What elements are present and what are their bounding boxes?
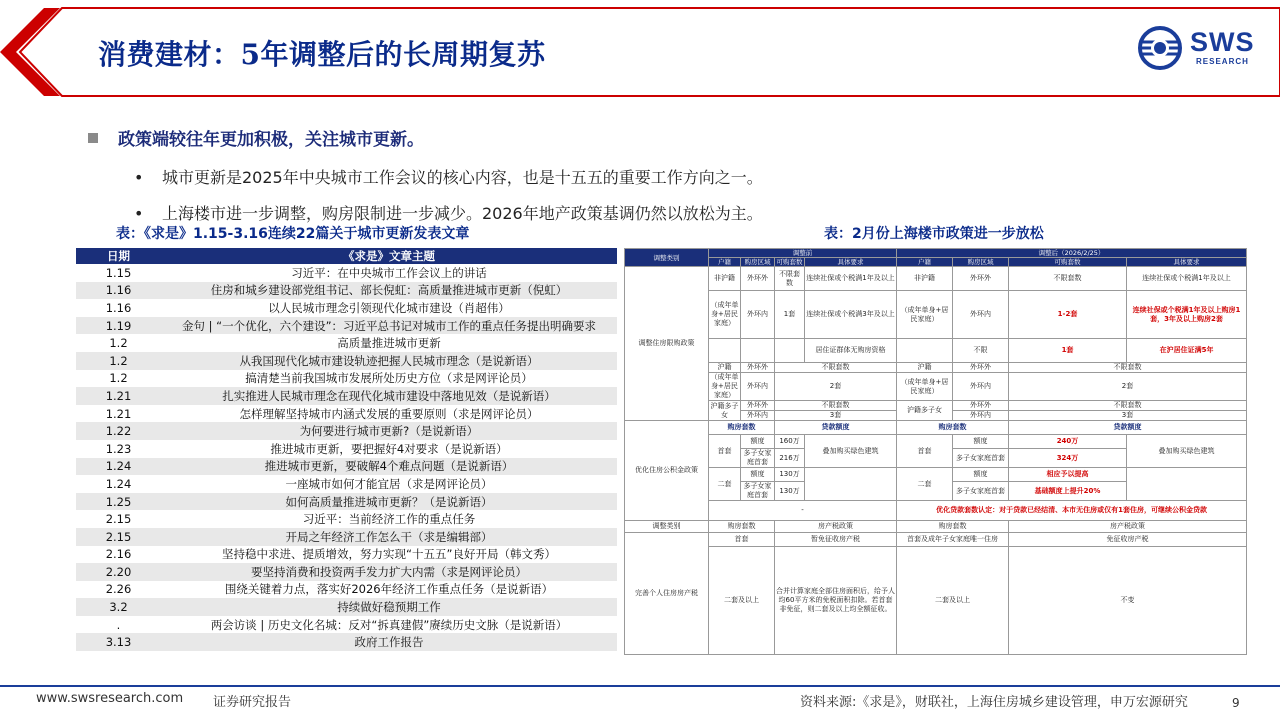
row-topic: 要坚持消费和投资两手发力扩大内需（求是网评论员） — [161, 563, 617, 581]
row-topic: 一座城市如何才能宜居（求是网评论员） — [285, 476, 493, 491]
policy-cell: 外环外 — [953, 401, 1009, 411]
table-row — [76, 633, 617, 651]
row-topic: 推进城市更新，要破解4个难点问题（是说新语） — [161, 458, 617, 476]
table-row — [76, 264, 617, 282]
row-date: 1.2 — [76, 352, 161, 370]
policy-cell: 外环内 — [953, 291, 1009, 339]
policy-cell: （成年单身+居民家庭） — [897, 291, 953, 339]
row-date: 1.21 — [105, 406, 132, 421]
square-bullet-icon — [88, 133, 98, 143]
row-date: 1.21 — [76, 387, 161, 405]
policy-cell: 购房套数 — [709, 421, 775, 435]
col-header-date: 日期 — [76, 248, 161, 264]
policy-cell: 二套 — [709, 468, 741, 501]
policy-cell: 130万 — [775, 468, 805, 482]
policy-cell: 外环内 — [741, 373, 775, 401]
row-date: 1.24 — [76, 458, 161, 476]
row-topic: 政府工作报告 — [161, 633, 617, 651]
policy-cell: 额度 — [953, 468, 1009, 482]
policy-cell: 在沪居住证满5年 — [1127, 339, 1247, 363]
policy-cell: 具体要求 — [805, 258, 897, 267]
policy-cell: 二套 — [897, 468, 953, 501]
row-topic: 住房和城乡建设部党组书记、部长倪虹：高质量推进城市更新（倪虹） — [161, 282, 617, 300]
policy-cell: 不限 — [953, 339, 1009, 363]
logo-mark-icon — [1136, 25, 1188, 71]
row-date: 1.25 — [76, 493, 161, 511]
policy-cell: 1-2套 — [1009, 291, 1127, 339]
policy-cell: 不限套数 — [1009, 363, 1247, 373]
row-topic: 怎样理解坚持城市内涵式发展的重要原则（求是网评论员） — [239, 406, 539, 421]
policy-cell: 沪籍 — [709, 363, 741, 373]
right-table-caption: 表：2月份上海楼市政策进一步放松 — [824, 226, 1044, 242]
policy-cell: 户籍 — [897, 258, 953, 267]
policy-cell — [709, 339, 741, 363]
policy-cell — [741, 339, 775, 363]
policy-cell: 多子女家庭首套 — [741, 482, 775, 501]
page-number: 9 — [1232, 696, 1240, 710]
policy-cell: 调整类别 — [625, 521, 709, 533]
table-row — [76, 317, 617, 335]
policy-table — [624, 248, 1246, 676]
policy-cell: 2套 — [775, 373, 897, 401]
policy-cell: 240万 — [1009, 435, 1127, 449]
row-date: 1.2 — [109, 371, 128, 386]
policy-cell: 不限套数 — [775, 401, 897, 411]
policy-cell: 不变 — [1009, 547, 1247, 655]
footer-source: 资料来源:《求是》，财联社，上海住房城乡建设管理，申万宏源研究 — [800, 695, 1188, 710]
policy-cell: 额度 — [741, 435, 775, 449]
row-topic: 推进城市更新，要把握好4对要求（是说新语） — [270, 441, 508, 456]
policy-cell: 160万 — [775, 435, 805, 449]
row-topic: 扎实推进人民城市理念在现代化城市建设中落地见效（是说新语） — [161, 387, 617, 405]
logo-subtext: RESEARCH — [1196, 57, 1249, 66]
policy-cell: 不限套数 — [775, 267, 805, 291]
row-date: 2.16 — [105, 547, 132, 562]
row-date: 1.24 — [105, 476, 132, 491]
row-topic: 高质量推进城市更新 — [337, 336, 441, 351]
policy-cell: 外环内 — [741, 291, 775, 339]
policy-cell: 购房套数 — [709, 521, 775, 533]
row-date: 2.26 — [105, 582, 132, 597]
row-date: 2.15 — [105, 512, 132, 527]
table-row — [76, 616, 617, 634]
policy-cell: 不限套数 — [1009, 267, 1127, 291]
policy-cell: 贷款额度 — [775, 421, 897, 435]
row-date: 3.2 — [76, 598, 161, 616]
row-topic: 两会访谈 | 历史文化名城：反对“拆真建假”赓续历史文脉（是说新语） — [210, 617, 568, 632]
policy-cell — [805, 468, 897, 501]
footer-line — [0, 685, 1280, 687]
policy-cell: 购房区域 — [741, 258, 775, 267]
policy-cell: - — [709, 501, 897, 521]
row-topic: 坚持稳中求进、提质增效，努力实现“十五五”良好开局（韩文秀） — [222, 547, 556, 562]
policy-cell: 非沪籍 — [709, 267, 741, 291]
table-row — [76, 563, 617, 581]
policy-cell: 外环外 — [741, 401, 775, 411]
row-date: 1.16 — [105, 300, 132, 315]
policy-cell: 3套 — [1009, 411, 1247, 421]
row-date: 3.13 — [76, 633, 161, 651]
policy-cell: 居住证群体无购房资格 — [805, 339, 897, 363]
policy-cell: 不限套数 — [1009, 401, 1247, 411]
policy-cell: 外环外 — [741, 363, 775, 373]
policy-cell: 基础额度上提升20% — [1009, 482, 1127, 501]
sub-bullet-2: • 上海楼市进一步调整，购房限制进一步减少。2026年地产政策基调仍然以放松为主。 — [134, 204, 763, 223]
policy-cell: （成年单身+居民家庭） — [710, 373, 739, 399]
footer-url: www.swsresearch.com — [36, 691, 184, 706]
articles-table — [76, 248, 617, 651]
policy-cell: 叠加购买绿色建筑 — [805, 435, 897, 468]
policy-cell: 购房区域 — [953, 258, 1009, 267]
table-row — [76, 334, 617, 352]
policy-cell: 外环外 — [953, 363, 1009, 373]
policy-cell — [1127, 468, 1247, 501]
policy-cell: 多子女家庭首套 — [953, 482, 1009, 501]
policy-cell: （成年单身+居民家庭） — [897, 373, 953, 401]
policy-cell: 连续社保或个税满3年及以上 — [805, 291, 897, 339]
policy-cell: 具体要求 — [1127, 258, 1247, 267]
table-row — [76, 405, 617, 423]
table-row — [76, 440, 617, 458]
row-topic: 以人民城市理念引领现代化城市建设（肖超伟） — [268, 300, 510, 315]
policy-cell: 外环外 — [953, 267, 1009, 291]
table-row — [76, 370, 617, 388]
main-bullet: 政策端较往年更加积极，关注城市更新。 — [88, 125, 424, 150]
row-date: 1.22 — [76, 422, 161, 440]
policy-cell: 贷款额度 — [1009, 421, 1247, 435]
policy-cell: 房产税政策 — [775, 521, 897, 533]
policy-cell: 外环内 — [741, 411, 775, 421]
policy-cell: 暂免征收房产税 — [775, 533, 897, 547]
policy-cell — [775, 339, 805, 363]
logo-text: SWS — [1190, 27, 1255, 57]
sec-property-tax: 完善个人住房房产税 — [625, 533, 709, 655]
table-row — [76, 475, 617, 493]
table-row — [76, 422, 617, 440]
sub-bullet-1: • 城市更新是2025年中央城市工作会议的核心内容，也是十五五的重要工作方向之一。 — [134, 168, 763, 187]
policy-cell: 不限套数 — [775, 363, 897, 373]
hd-type: 调整类别 — [625, 249, 709, 267]
policy-cell: 沪籍多子女 — [710, 401, 739, 419]
hd-before: 调整前 — [709, 249, 897, 258]
table-row — [76, 387, 617, 405]
row-topic: 金句 | “一个优化，六个建设”：习近平总书记对城市工作的重点任务提出明确要求 — [161, 317, 617, 335]
row-date: 1.15 — [105, 265, 132, 280]
policy-cell: 外环内 — [953, 411, 1009, 421]
left-table-caption: 表：《求是》1.15-3.16连续22篇关于城市更新发表文章 — [116, 226, 470, 242]
policy-cell: 首套 — [709, 533, 775, 547]
policy-cell: 多子女家庭首套 — [953, 449, 1009, 468]
table-row — [76, 493, 617, 511]
policy-cell: 3套 — [775, 411, 897, 421]
policy-cell: 2套 — [1009, 373, 1247, 401]
policy-cell: 额度 — [953, 435, 1009, 449]
sec-purchase-limit: 调整住房限购政策 — [625, 267, 709, 421]
table-row — [76, 510, 617, 528]
row-date: 1.2 — [109, 336, 128, 351]
policy-cell: 连续社保或个税满1年及以上 — [1127, 267, 1247, 291]
table-row — [76, 528, 617, 546]
policy-cell: 1套 — [1009, 339, 1127, 363]
policy-cell: 二套及以上 — [897, 547, 1009, 655]
sws-logo — [1136, 25, 1256, 71]
policy-cell: 优化贷款套数认定：对于贷款已经结清、本市无住房或仅有1套住房，可继续公积金贷款 — [897, 501, 1247, 521]
policy-cell: 叠加购买绿色建筑 — [1127, 435, 1247, 468]
row-date: 2.15 — [76, 528, 161, 546]
row-date: 1.23 — [105, 441, 132, 456]
policy-cell: 合并计算家庭全部住房面积后，给予人均60平方米的免税面积扣除。若首套非免征，则二套及以上均全额征收。 — [775, 547, 897, 655]
policy-cell: 可购套数 — [776, 258, 803, 266]
row-topic: 习近平：当前经济工作的重点任务 — [302, 512, 476, 527]
policy-cell: 首套 — [709, 435, 741, 468]
table-row — [76, 581, 617, 599]
page-title: 消费建材：5年调整后的长周期复苏 — [98, 38, 546, 71]
row-topic: 如何高质量推进城市更新？（是说新语） — [161, 493, 617, 511]
policy-cell: 购房套数 — [897, 421, 1009, 435]
policy-cell: （成年单身+居民家庭） — [709, 291, 741, 339]
policy-cell: 房产税政策 — [1009, 521, 1247, 533]
table-row — [76, 282, 617, 300]
sec-fund: 优化住房公积金政策 — [625, 421, 709, 521]
policy-cell: 户籍 — [709, 258, 741, 267]
footer-label: 证券研究报告 — [213, 695, 292, 710]
policy-cell: 216万 — [775, 449, 805, 468]
policy-cell: 130万 — [775, 482, 805, 501]
title-bar — [0, 0, 1280, 98]
row-topic: 从我国现代化城市建设轨迹把握人民城市理念（是说新语） — [161, 352, 617, 370]
row-date: 2.20 — [76, 563, 161, 581]
row-date: . — [116, 617, 121, 632]
table-row — [76, 546, 617, 564]
row-topic: 习近平：在中央城市工作会议上的讲话 — [291, 265, 487, 280]
policy-cell: 沪籍多子女 — [897, 401, 953, 421]
policy-cell: 免征收房产税 — [1009, 533, 1247, 547]
policy-cell: 多子女家庭首套 — [741, 449, 775, 468]
policy-cell: 324万 — [1009, 449, 1127, 468]
policy-cell: 连续社保或个税满1年及以上购房1套，3年及以上购房2套 — [1127, 291, 1247, 339]
row-date: 1.19 — [76, 317, 161, 335]
policy-cell: 连续社保或个税满1年及以上 — [805, 267, 897, 291]
row-topic: 围绕关键着力点，落实好2026年经济工作重点任务（是说新语） — [224, 582, 554, 597]
policy-cell: 首套 — [897, 435, 953, 468]
hd-after: 调整后（2026/2/25） — [897, 249, 1247, 258]
policy-cell: 可购套数 — [1009, 258, 1127, 267]
row-topic: 开局之年经济工作怎么干（求是编辑部） — [161, 528, 617, 546]
row-date: 1.16 — [76, 282, 161, 300]
table-row — [76, 458, 617, 476]
policy-cell: 沪籍 — [897, 363, 953, 373]
policy-cell: 购房套数 — [897, 521, 1009, 533]
policy-cell — [897, 339, 953, 363]
policy-cell: 首套及成年子女家庭唯一住房 — [897, 533, 1009, 547]
policy-cell: 非沪籍 — [897, 267, 953, 291]
table-row — [76, 352, 617, 370]
table-row — [76, 299, 617, 317]
row-topic: 搞清楚当前我国城市发展所处历史方位（求是网评论员） — [245, 371, 533, 386]
policy-cell: 额度 — [741, 468, 775, 482]
policy-cell: 相应予以提高 — [1009, 468, 1127, 482]
policy-cell: 二套及以上 — [709, 547, 775, 655]
policy-cell: 1套 — [775, 291, 805, 339]
row-topic: 为何要进行城市更新?（是说新语） — [161, 422, 617, 440]
table-row — [76, 598, 617, 616]
col-header-topic: 《求是》文章主题 — [161, 248, 617, 264]
policy-cell: 外环内 — [953, 373, 1009, 401]
policy-cell: 外环外 — [741, 267, 775, 291]
row-topic: 持续做好稳预期工作 — [161, 598, 617, 616]
